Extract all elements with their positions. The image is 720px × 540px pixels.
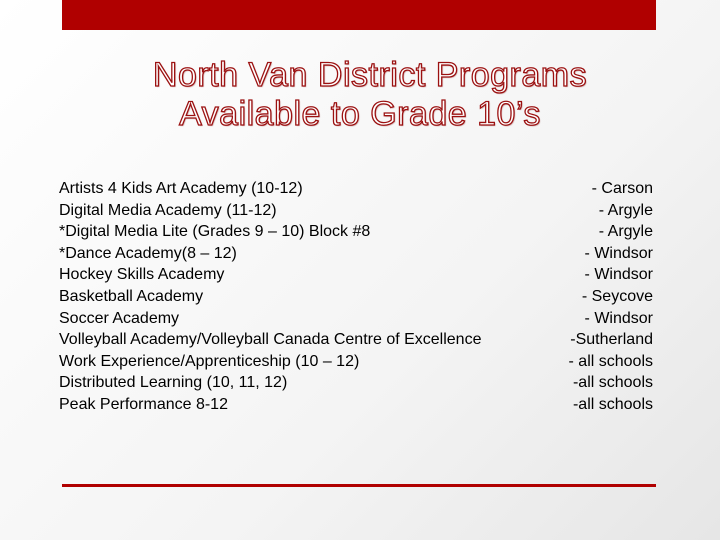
list-item — [59, 329, 655, 351]
list-item — [59, 264, 655, 286]
program-name: *Dance Academy(8 – 12) — [59, 244, 237, 262]
list-item — [59, 243, 655, 265]
program-name: Work Experience/Apprenticeship (10 – 12) — [59, 352, 360, 370]
program-name: Artists 4 Kids Art Academy (10-12) — [59, 180, 303, 197]
program-school: - Windsor — [584, 244, 653, 262]
program-school: - Windsor — [584, 266, 653, 284]
program-school: - Argyle — [598, 201, 653, 219]
program-school: -all schools — [572, 395, 653, 413]
program-school: - Argyle — [598, 223, 653, 241]
program-name: Peak Performance 8-12 — [59, 395, 228, 413]
list-item — [59, 308, 655, 330]
program-name: Distributed Learning (10, 11, 12) — [59, 374, 288, 392]
list-item — [59, 286, 655, 308]
program-name: Soccer Academy — [59, 309, 180, 327]
list-item — [59, 221, 655, 243]
program-school: -Sutherland — [570, 331, 653, 349]
program-name: *Digital Media Lite (Grades 9 – 10) Block #8 — [59, 223, 371, 241]
list-item — [59, 200, 655, 222]
program-school: - Seycove — [581, 287, 653, 305]
program-school: - Windsor — [584, 309, 653, 327]
program-name: Hockey Skills Academy — [59, 266, 225, 284]
program-school: -all schools — [572, 374, 653, 392]
program-name: Basketball Academy — [59, 287, 204, 305]
title-line-2: Available to Grade 10’s — [179, 95, 541, 133]
program-school: - Carson — [591, 180, 653, 197]
program-name: Digital Media Academy (11-12) — [59, 201, 277, 219]
title-line-1: North Van District Programs — [152, 56, 588, 94]
program-school: - all schools — [568, 352, 653, 370]
bottom-divider — [62, 484, 656, 487]
program-list — [59, 178, 655, 416]
top-accent-bar — [62, 0, 656, 30]
list-item — [59, 178, 655, 200]
list-item — [59, 351, 655, 373]
list-item — [59, 372, 655, 394]
program-name: Volleyball Academy/Volleyball Canada Centre of Excellence — [59, 331, 482, 349]
list-item — [59, 394, 655, 416]
slide-title — [0, 56, 720, 134]
